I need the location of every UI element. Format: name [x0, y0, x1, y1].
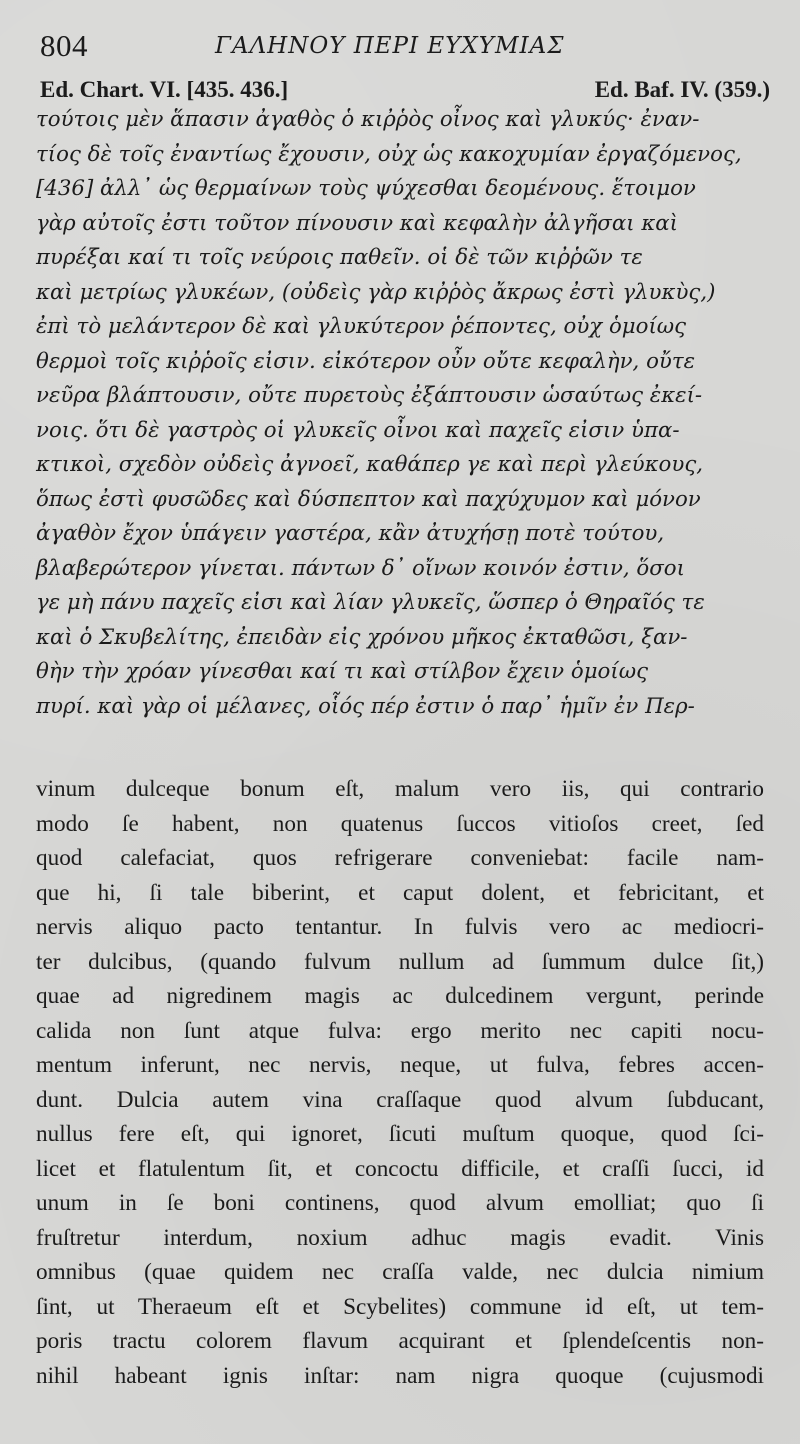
greek-line: νεῦρα βλάπτουσιν, οὔτε πυρετοὺς ἐξάπτουσιν ὡσαύτως ἐκεί- [36, 383, 703, 408]
edition-reference-line [40, 76, 770, 104]
latin-line: nihil habeant ignis inſtar: nam nigra quoque (cujusmodi [36, 1362, 764, 1389]
latin-line: vinum dulceque bonum eſt, malum vero iis, qui contrario [36, 776, 764, 802]
latin-line: ſint, ut Theraeum eſt et Scybelites) commune id eſt, ut tem- [36, 1293, 764, 1320]
greek-line: καὶ ὁ Σκυβελίτης, ἐπειδὰν εἰς χρόνου μῆκος ἐκταθῶσι, ξαν- [36, 624, 688, 650]
greek-line: καὶ μετρίως γλυκέων, (οὐδεὶς γὰρ κιῤῥὸς ἄκρως ἐστὶ γλυκὺς,) [36, 279, 716, 305]
greek-line: τούτοις μὲν ἅπασιν ἀγαθὸς ὁ κιῤῥὸς οἶνος καὶ γλυκύς· ἐναν- [36, 107, 700, 132]
latin-line: unum in ſe boni continens, quod alvum emolliat; quo ſi [36, 1190, 764, 1216]
greek-text-block [36, 103, 766, 724]
page-number: 804 [40, 28, 88, 63]
latin-line: nervis aliquo pacto tentantur. In fulvis vero ac mediocri- [36, 914, 764, 940]
greek-line: νοις. ὅτι δὲ γαστρὸς οἱ γλυκεῖς οἶνοι καὶ παχεῖς εἰσιν ὑπα- [36, 417, 680, 443]
latin-line: licet et flatulentum ſit, et concoctu difficile, et craſſi ſucci, id [36, 1155, 764, 1182]
greek-line: ἀγαθὸν ἔχον ὑπάγειν γαστέρα, κἂν ἀτυχήσῃ ποτὲ τούτου, [36, 521, 665, 546]
latin-line: que hi, ſi tale biberint, et caput dolent, et febricitant, et [36, 879, 764, 906]
latin-line: nullus fere eſt, qui ignoret, ſicuti muſtum quoque, quod ſci- [36, 1121, 764, 1147]
latin-line: calida non ſunt atque fulva: ergo merito nec capiti nocu- [36, 1017, 764, 1044]
running-title: ΓΑΛΗΝΟΥ ΠΕΡΙ ΕΥΧΥΜΙΑΣ [215, 33, 565, 59]
latin-line: omnibus (quae quidem nec craſſa valde, nec dulcia nimium [36, 1259, 764, 1285]
greek-line: ἐπὶ τὸ μελάντερον δὲ καὶ γλυκύτερον ῥέποντες, οὐχ ὁμοίως [36, 314, 687, 339]
latin-line: fruſtretur interdum, noxium adhuc magis evadit. Vinis [36, 1224, 764, 1251]
greek-line: [436] ἀλλ᾽ ὡς θερμαίνων τοὺς ψύχεσθαι δεομένους. ἕτοιμον [36, 176, 696, 201]
latin-line: modo ſe habent, non quatenus ſuccos vitioſos creet, ſed [36, 810, 764, 837]
greek-line: θερμοὶ τοῖς κιῤῥοῖς εἰσιν. εἰκότερον οὖν οὔτε κεφαλὴν, οὔτε [36, 348, 696, 374]
greek-line: πυρί. καὶ γὰρ οἱ μέλανες, οἷός πέρ ἐστιν ὁ παρ᾽ ἡμῖν ἐν Περ- [36, 693, 695, 719]
latin-line: quod calefaciat, quos refrigerare conveniebat: facile nam- [36, 845, 764, 871]
greek-line: κτικοὶ, σχεδὸν οὐδεὶς ἀγνοεῖ, καθάπερ γε καὶ περὶ γλεύκους, [36, 452, 704, 477]
edition-reference-chartier: Ed. Chart. VI. [435. 436.] [40, 77, 289, 102]
latin-text-block [36, 772, 764, 1393]
running-head [40, 30, 770, 64]
greek-line: πυρέξαι καί τι τοῖς νεύροις παθεῖν. οἱ δὲ τῶν κιῤῥῶν τε [36, 245, 643, 270]
edition-reference-basel: Ed. Baf. IV. (359.) [594, 77, 770, 102]
greek-line: γὰρ αὐτοῖς ἐστι τοῦτον πίνουσιν καὶ κεφαλὴν ἀλγῆσαι καὶ [36, 210, 679, 236]
latin-line: mentum inferunt, nec nervis, neque, ut fulva, febres accen- [36, 1052, 764, 1078]
latin-line: dunt. Dulcia autem vina craſſaque quod alvum ſubducant, [36, 1086, 764, 1113]
latin-line: quae ad nigredinem magis ac dulcedinem vergunt, perinde [36, 983, 764, 1009]
greek-line: βλαβερώτερον γίνεται. πάντων δ᾽ οἴνων κοινόν ἐστιν, ὅσοι [36, 555, 685, 581]
greek-line: γε μὴ πάνυ παχεῖς εἰσι καὶ λίαν γλυκεῖς, ὥσπερ ὁ Θηραῖός τε [36, 590, 705, 615]
greek-line: τίος δὲ τοῖς ἐναντίως ἔχουσιν, οὐχ ὡς κακοχυμίαν ἐργαζόμενος, [36, 141, 742, 167]
greek-line: θὴν τὴν χρόαν γίνεσθαι καί τι καὶ στίλβον ἔχειν ὁμοίως [36, 659, 649, 684]
latin-line: ter dulcibus, (quando fulvum nullum ad ſummum dulce ſit,) [36, 948, 764, 975]
greek-line: ὅπως ἐστὶ φυσῶδες καὶ δύσπεπτον καὶ παχύχυμον καὶ μόνον [36, 486, 701, 512]
latin-line: poris tractu colorem flavum acquirant et ſplendeſcentis non- [36, 1328, 764, 1354]
